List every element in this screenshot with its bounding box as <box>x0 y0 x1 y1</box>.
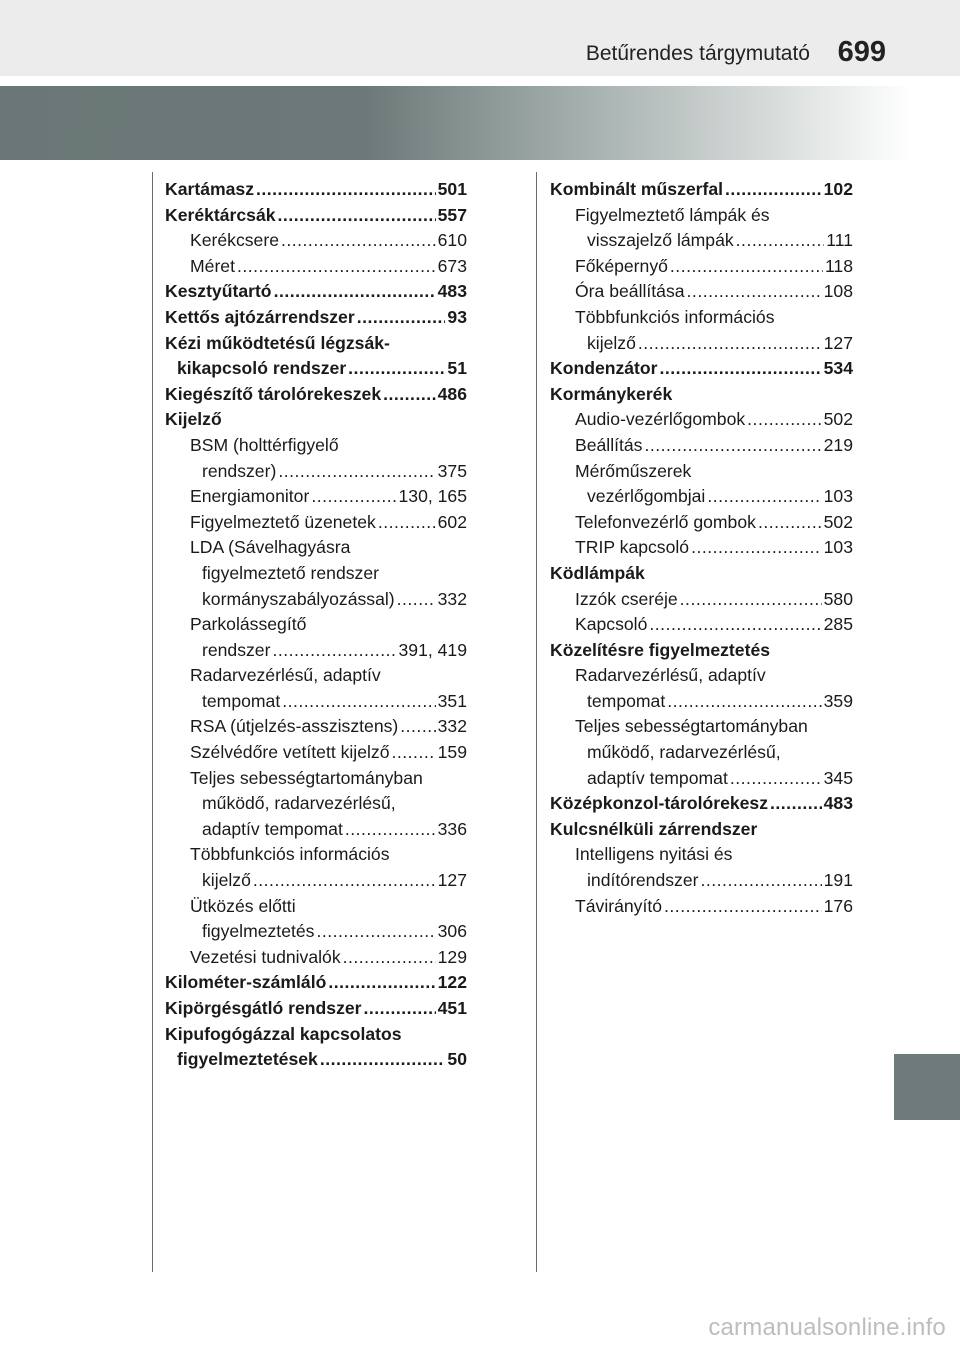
index-page-ref: 129 <box>437 946 467 967</box>
index-term: Izzók cseréje <box>575 588 678 609</box>
dot-leader <box>348 356 445 382</box>
dot-leader <box>278 459 435 485</box>
dot-leader <box>725 177 822 203</box>
index-term: Kijelző <box>165 409 222 430</box>
index-entry <box>165 305 467 331</box>
dot-leader <box>272 638 396 664</box>
index-entry <box>550 868 853 894</box>
index-entry <box>165 203 467 229</box>
index-page-ref: 557 <box>437 204 467 225</box>
index-term: BSM (holttérfigyelő <box>190 434 339 455</box>
index-term: Telefonvezérlő gombok <box>575 511 756 532</box>
index-page-ref: 159 <box>437 742 467 763</box>
index-page-ref: 122 <box>437 972 467 993</box>
dot-leader <box>274 279 436 305</box>
index-entry <box>550 791 853 817</box>
dot-leader <box>644 433 821 459</box>
index-term: Kipörgésgátló rendszer <box>165 998 362 1018</box>
dot-leader <box>256 177 436 203</box>
index-column-right <box>550 177 853 919</box>
index-entry <box>165 254 467 280</box>
index-term: rendszer <box>202 639 271 660</box>
index-page-ref: 93 <box>447 306 467 327</box>
index-entry <box>165 689 467 715</box>
index-entry <box>165 228 467 254</box>
index-term: Távirányító <box>575 895 663 916</box>
index-page-ref: 359 <box>823 690 853 711</box>
index-term: Teljes sebességtartományban <box>575 716 808 737</box>
index-page-ref: 332 <box>437 716 467 737</box>
index-page-ref: 351 <box>437 690 467 711</box>
dot-leader <box>281 228 436 254</box>
index-entry <box>165 817 467 843</box>
dot-leader <box>747 407 821 433</box>
index-entry <box>550 331 853 357</box>
index-term: Vezetési tudnivalók <box>190 946 341 967</box>
index-entry <box>165 1047 467 1073</box>
index-term: Szélvédőre vetített kijelző <box>190 742 390 763</box>
index-entry <box>165 714 467 740</box>
index-entry <box>550 356 853 382</box>
index-page-ref: 103 <box>823 486 853 507</box>
index-page-ref: 285 <box>823 614 853 635</box>
index-entry <box>165 433 467 459</box>
index-page-ref: 127 <box>823 332 853 353</box>
index-page-ref: 580 <box>823 588 853 609</box>
dot-leader <box>730 766 822 792</box>
index-term: Parkolássegítő <box>190 614 307 635</box>
watermark: carmanualsonline.info <box>708 1314 946 1341</box>
index-term: Többfunkciós információs <box>190 844 390 865</box>
index-term: Beállítás <box>575 434 643 455</box>
index-term: Keréktárcsák <box>165 204 276 225</box>
index-entry <box>165 587 467 613</box>
page-number: 699 <box>837 36 886 68</box>
index-term: működő, radarvezérlésű, <box>202 793 396 814</box>
index-page-ref: 127 <box>437 870 467 891</box>
index-entry <box>550 894 853 920</box>
index-entry <box>550 740 853 766</box>
middle-column-rule <box>536 172 537 1272</box>
dot-leader <box>707 484 821 510</box>
index-term: Mérőműszerek <box>575 460 692 481</box>
dot-leader <box>237 254 436 280</box>
index-page-ref: 501 <box>437 179 467 199</box>
index-page-ref: 391, 419 <box>398 639 467 660</box>
index-page-ref: 375 <box>437 460 467 481</box>
index-page-ref: 451 <box>437 998 467 1018</box>
dot-leader <box>253 868 436 894</box>
dot-leader <box>378 510 436 536</box>
index-term: adaptív tempomat <box>202 818 343 839</box>
index-page-ref: 610 <box>437 230 467 251</box>
dot-leader <box>311 484 396 510</box>
index-term: Kesztyűtartó <box>165 281 272 302</box>
index-entry <box>165 868 467 894</box>
index-term: Kartámasz <box>165 179 254 199</box>
index-term: tempomat <box>202 690 281 711</box>
index-term: Kipufogógázzal kapcsolatos <box>165 1023 402 1044</box>
index-page-ref: 176 <box>823 895 853 916</box>
index-entry <box>165 638 467 664</box>
index-entry <box>550 587 853 613</box>
index-entry <box>165 894 467 920</box>
dot-leader <box>357 305 446 331</box>
index-term: Kilométer-számláló <box>165 972 327 993</box>
dot-leader <box>282 689 435 715</box>
index-entry <box>550 510 853 536</box>
index-entry <box>550 382 853 408</box>
index-entry <box>165 459 467 485</box>
page-header <box>0 0 960 76</box>
index-entry <box>550 561 853 587</box>
index-column-left <box>165 177 467 1073</box>
index-entry <box>550 714 853 740</box>
index-entry <box>165 177 467 203</box>
index-entry <box>550 254 853 280</box>
index-entry <box>165 740 467 766</box>
index-term: indítórendszer <box>587 870 699 891</box>
index-entry <box>550 612 853 638</box>
index-entry <box>550 228 853 254</box>
index-term: Kulcsnélküli zárrendszer <box>550 818 758 839</box>
left-column-rule <box>152 172 153 1272</box>
index-term: Figyelmeztető üzenetek <box>190 511 376 532</box>
chapter-tab <box>894 1054 960 1120</box>
dot-leader <box>667 689 821 715</box>
index-term: Méret <box>190 255 235 276</box>
index-term: figyelmeztetések <box>177 1049 318 1070</box>
index-entry <box>550 638 853 664</box>
index-entry <box>550 407 853 433</box>
index-entry <box>550 663 853 689</box>
index-term: LDA (Sávelhagyásra <box>190 537 351 558</box>
header-banner <box>0 86 960 160</box>
dot-leader <box>397 587 436 613</box>
index-entry <box>165 407 467 433</box>
index-entry <box>550 484 853 510</box>
index-entry <box>165 970 467 996</box>
index-entry <box>550 433 853 459</box>
index-term: figyelmeztető rendszer <box>202 562 379 583</box>
dot-leader <box>680 587 822 613</box>
index-entry <box>550 279 853 305</box>
dot-leader <box>400 714 435 740</box>
index-page-ref: 219 <box>823 434 853 455</box>
index-term: tempomat <box>587 690 666 711</box>
index-term: Kormánykerék <box>550 383 673 404</box>
index-term: Intelligens nyitási és <box>575 844 733 865</box>
index-entry <box>550 689 853 715</box>
dot-leader <box>364 996 436 1022</box>
index-term: Középkonzol-tárolórekesz <box>550 793 769 814</box>
index-term: figyelmeztetés <box>202 921 315 942</box>
index-page-ref: 102 <box>823 179 853 199</box>
index-page-ref: 336 <box>437 818 467 839</box>
index-page-ref: 534 <box>823 358 853 379</box>
index-page-ref: 673 <box>437 255 467 276</box>
index-entry <box>550 766 853 792</box>
index-entry <box>165 663 467 689</box>
index-page-ref: 345 <box>823 767 853 788</box>
index-term: kormányszabályozással) <box>202 588 395 609</box>
index-term: vezérlőgombjai <box>587 486 706 507</box>
dot-leader <box>328 970 435 996</box>
index-term: működő, radarvezérlésű, <box>587 742 781 763</box>
index-entry <box>550 817 853 843</box>
dot-leader <box>383 382 436 408</box>
index-term: Kettős ajtózárrendszer <box>165 306 355 327</box>
index-entry <box>165 510 467 536</box>
index-term: Kézi működtetésű légzsák- <box>165 332 390 353</box>
index-term: rendszer) <box>202 460 277 481</box>
section-title: Betűrendes tárgymutató <box>585 42 810 65</box>
index-term: Kondenzátor <box>550 358 658 379</box>
dot-leader <box>278 203 436 229</box>
index-term: RSA (útjelzés-asszisztens) <box>190 716 399 737</box>
dot-leader <box>316 919 435 945</box>
index-page-ref: 483 <box>437 281 467 302</box>
index-page-ref: 118 <box>824 255 853 276</box>
index-entry <box>165 842 467 868</box>
dot-leader <box>701 868 822 894</box>
index-page-ref: 306 <box>437 921 467 942</box>
index-entry <box>165 331 467 357</box>
index-entry <box>550 842 853 868</box>
index-term: Radarvezérlésű, adaptív <box>190 665 381 686</box>
dot-leader <box>345 817 436 843</box>
index-term: Ütközés előtti <box>190 895 296 916</box>
index-term: Audio-vezérlőgombok <box>575 409 746 430</box>
dot-leader <box>392 740 436 766</box>
index-term: Kerékcsere <box>190 230 279 251</box>
index-entry <box>165 535 467 561</box>
dot-leader <box>770 791 822 817</box>
index-entry <box>165 561 467 587</box>
index-entry <box>550 305 853 331</box>
index-term: Kapcsoló <box>575 614 648 635</box>
index-term: visszajelző lámpák <box>587 230 734 251</box>
dot-leader <box>660 356 822 382</box>
dot-leader <box>670 254 823 280</box>
index-entry <box>165 356 467 382</box>
index-term: Közelítésre figyelmeztetés <box>550 639 771 660</box>
index-page-ref: 602 <box>437 511 467 532</box>
index-page-ref: 111 <box>826 230 853 251</box>
index-page-ref: 483 <box>823 793 853 814</box>
index-page-ref: 51 <box>447 358 467 379</box>
index-term: Kombinált műszerfal <box>550 179 724 199</box>
index-page-ref: 103 <box>823 537 853 558</box>
index-entry <box>165 945 467 971</box>
dot-leader <box>736 228 825 254</box>
index-term: Figyelmeztető lámpák és <box>575 204 770 225</box>
index-entry <box>165 1022 467 1048</box>
dot-leader <box>638 331 822 357</box>
index-term: kijelző <box>202 870 251 891</box>
dot-leader <box>687 279 822 305</box>
index-page-ref: 50 <box>447 1049 467 1070</box>
dot-leader <box>691 535 822 561</box>
dot-leader <box>649 612 821 638</box>
index-term: Többfunkciós információs <box>575 306 775 327</box>
index-page-ref: 108 <box>823 281 853 302</box>
index-entry <box>165 919 467 945</box>
index-entry <box>165 382 467 408</box>
dot-leader <box>758 510 822 536</box>
index-page-ref: 502 <box>823 511 853 532</box>
index-entry <box>550 459 853 485</box>
dot-leader <box>343 945 436 971</box>
index-entry <box>550 535 853 561</box>
dot-leader <box>320 1047 446 1073</box>
index-page-ref: 486 <box>437 383 467 404</box>
index-term: Teljes sebességtartományban <box>190 767 423 788</box>
index-term: kijelző <box>587 332 636 353</box>
index-term: Kiegészítő tárolórekeszek <box>165 383 382 404</box>
index-entry <box>165 484 467 510</box>
index-term: kikapcsoló rendszer <box>177 358 347 379</box>
index-entry <box>165 766 467 792</box>
index-page-ref: 191 <box>823 870 853 891</box>
index-page-ref: 130, 165 <box>398 486 467 507</box>
index-term: Főképernyő <box>575 255 668 276</box>
index-term: Energiamonitor <box>190 486 310 507</box>
index-term: Ködlámpák <box>550 562 645 583</box>
index-term: Óra beállítása <box>575 281 685 302</box>
index-entry <box>550 203 853 229</box>
index-entry <box>165 996 467 1022</box>
index-term: Radarvezérlésű, adaptív <box>575 665 766 686</box>
index-entry <box>550 177 853 203</box>
index-entry <box>165 279 467 305</box>
index-page-ref: 502 <box>823 409 853 430</box>
index-term: TRIP kapcsoló <box>575 537 690 558</box>
index-term: adaptív tempomat <box>587 767 728 788</box>
index-entry <box>165 791 467 817</box>
index-page-ref: 332 <box>437 588 467 609</box>
dot-leader <box>664 894 822 920</box>
index-entry <box>165 612 467 638</box>
